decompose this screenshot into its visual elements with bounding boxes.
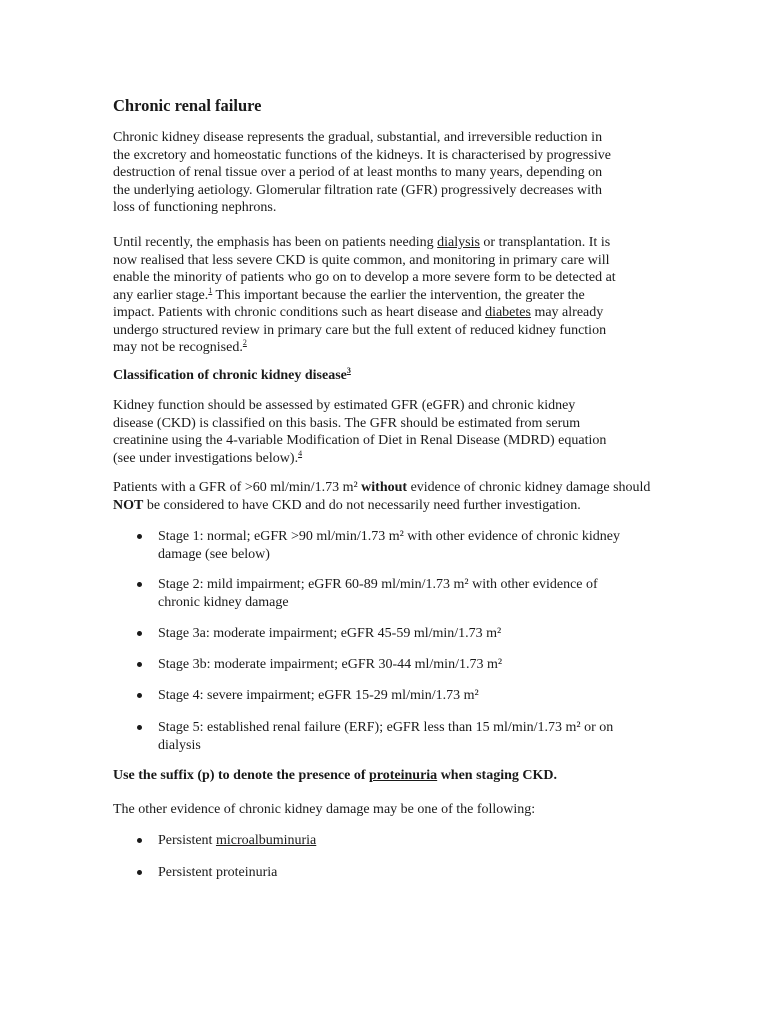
text-segment: may not be recognised. bbox=[113, 340, 243, 355]
bullet-icon bbox=[137, 662, 142, 667]
text-line: loss of functioning nephrons. bbox=[113, 200, 277, 215]
list-item-text bbox=[158, 687, 479, 705]
assessment-paragraph bbox=[113, 397, 693, 467]
text-segment: impact. Patients with chronic conditions such as heart disease and bbox=[113, 305, 486, 320]
bullet-icon bbox=[137, 534, 142, 539]
bold-text: NOT bbox=[113, 497, 144, 513]
text-line: damage (see below) bbox=[158, 546, 270, 562]
bullet-icon bbox=[137, 725, 142, 730]
intro-paragraph bbox=[113, 129, 693, 217]
text-line: undergo structured review in primary care but the full extent of reduced kidney function bbox=[113, 322, 607, 338]
microalbuminuria-link[interactable]: microalbuminuria bbox=[215, 833, 317, 848]
text-line: Stage 1: normal; eGFR >90 ml/min/1.73 m² with other evidence of chronic kidney bbox=[158, 529, 620, 544]
text-line: Kidney function should be assessed by estimated GFR (eGFR) and chronic kidney bbox=[113, 398, 576, 413]
footnote-3-link[interactable]: 3 bbox=[346, 366, 351, 375]
emphasis-paragraph bbox=[113, 234, 693, 357]
text-segment: any earlier stage. bbox=[113, 287, 209, 303]
no-ckd-paragraph bbox=[113, 479, 693, 514]
list-item-text bbox=[158, 864, 277, 882]
text-line: chronic kidney damage bbox=[158, 594, 289, 610]
text-segment: may already bbox=[530, 305, 604, 320]
heading-text: Classification of chronic kidney disease bbox=[113, 368, 347, 383]
text-line bbox=[113, 479, 693, 497]
list-item-text bbox=[158, 625, 501, 643]
text-line: now realised that less severe CKD is quite common, and monitoring in primary care will bbox=[113, 252, 610, 268]
text-segment: be considered to have CKD and do not necessarily need further investigation. bbox=[143, 497, 581, 513]
dialysis-link[interactable]: dialysis bbox=[437, 235, 480, 250]
text-line bbox=[113, 450, 693, 468]
list-item-text bbox=[158, 576, 598, 611]
bullet-icon bbox=[137, 631, 142, 636]
text-line: Chronic kidney disease represents the gradual, substantial, and irreversible reduction in bbox=[113, 130, 603, 145]
footnote-2-link[interactable]: 2 bbox=[242, 338, 247, 347]
list-item-text bbox=[158, 832, 316, 850]
text-line: dialysis bbox=[158, 737, 201, 753]
list-item-text bbox=[158, 656, 502, 674]
text-segment: or transplantation. It is bbox=[479, 235, 611, 250]
text-segment: Persistent proteinuria bbox=[158, 865, 278, 880]
text-segment: Patients with a GFR of >60 ml/min/1.73 m² bbox=[113, 480, 362, 495]
text-line: disease (CKD) is classified on this basis. The GFR should be estimated from serum bbox=[113, 415, 581, 431]
text-segment: Until recently, the emphasis has been on patients needing bbox=[113, 235, 438, 250]
footnote-4-link[interactable]: 4 bbox=[298, 448, 303, 458]
bullet-icon bbox=[137, 838, 142, 843]
bullet-icon bbox=[137, 693, 142, 698]
text-line: Stage 3b: moderate impairment; eGFR 30-44 ml/min/1.73 m² bbox=[158, 657, 503, 672]
text-segment: Persistent bbox=[158, 833, 216, 848]
text-line: creatinine using the 4-variable Modification of Diet in Renal Disease (MDRD) equation bbox=[113, 433, 607, 448]
diabetes-link[interactable]: diabetes bbox=[485, 305, 531, 320]
text-line: enable the minority of patients who go on to develop a more severe form to be detected at bbox=[113, 270, 616, 285]
page-title: Chronic renal failure bbox=[113, 96, 262, 115]
text-line: Stage 2: mild impairment; eGFR 60-89 ml/min/1.73 m² with other evidence of bbox=[158, 577, 598, 592]
text-line bbox=[113, 497, 693, 515]
text-segment: evidence of chronic kidney damage should bbox=[407, 480, 651, 495]
text-line: Stage 5: established renal failure (ERF); eGFR less than 15 ml/min/1.73 m² or on bbox=[158, 720, 614, 735]
classification-heading bbox=[113, 367, 693, 385]
proteinuria-link[interactable]: proteinuria bbox=[368, 768, 438, 783]
text-segment: when staging CKD. bbox=[437, 768, 557, 783]
bold-text: without bbox=[361, 480, 408, 495]
text-line bbox=[113, 287, 693, 305]
text-line bbox=[113, 339, 693, 357]
text-segment: This important because the earlier the intervention, the greater the bbox=[212, 287, 585, 303]
text-line: the excretory and homeostatic functions of the kidneys. It is characterised by progressive bbox=[113, 147, 612, 163]
text-line bbox=[113, 234, 693, 252]
list-item-text bbox=[158, 528, 620, 563]
other-evidence-intro: The other evidence of chronic kidney damage may be one of the following: bbox=[113, 802, 536, 817]
bullet-icon bbox=[137, 870, 142, 875]
text-line: Stage 4: severe impairment; eGFR 15-29 ml/min/1.73 m² bbox=[158, 688, 479, 703]
list-item-text bbox=[158, 719, 613, 754]
text-line bbox=[113, 304, 693, 322]
text-segment: (see under investigations below). bbox=[113, 450, 299, 466]
text-line: destruction of renal tissue over a period of at least months to many years, depending on bbox=[113, 165, 603, 180]
text-segment: Use the suffix (p) to denote the presence of bbox=[113, 768, 369, 783]
suffix-note bbox=[113, 767, 693, 785]
footnote-1-link[interactable]: 1 bbox=[208, 285, 213, 295]
bullet-icon bbox=[137, 582, 142, 587]
text-line: Stage 3a: moderate impairment; eGFR 45-59 ml/min/1.73 m² bbox=[158, 626, 502, 641]
text-line: the underlying aetiology. Glomerular filtration rate (GFR) progressively decreases with bbox=[113, 182, 602, 198]
